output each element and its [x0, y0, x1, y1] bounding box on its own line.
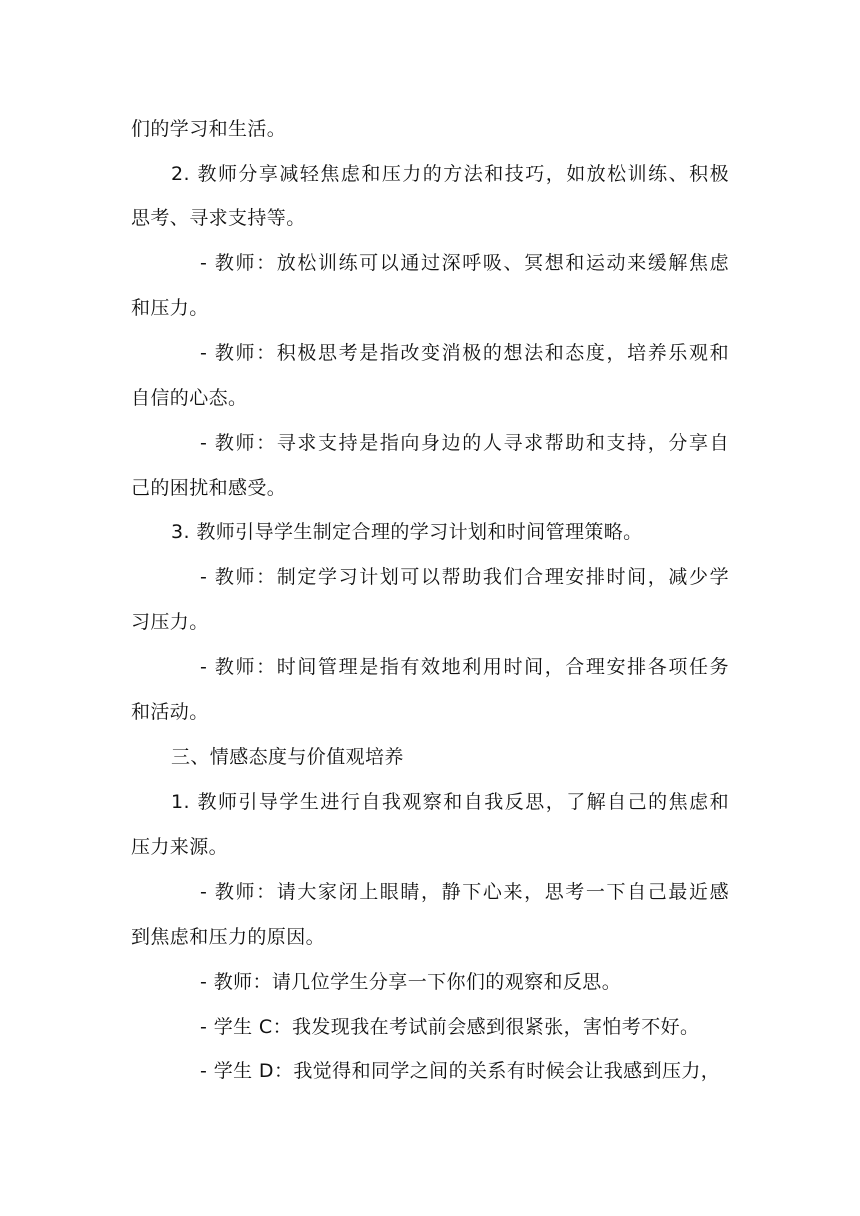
text-line: - 教师：请几位学生分享一下你们的观察和反思。	[200, 971, 622, 993]
text-line: 压力来源。	[131, 836, 229, 858]
section-heading: 三、情感态度与价值观培养	[171, 746, 404, 768]
text-line: - 教师：制定学习计划可以帮助我们合理安排时间，减少学	[200, 566, 729, 588]
text-line: - 学生 C：我发现我在考试前会感到很紧张，害怕考不好。	[200, 1016, 700, 1038]
text-line: 自信的心态。	[131, 387, 248, 409]
text-line: - 教师：积极思考是指改变消极的想法和态度，培养乐观和	[200, 342, 729, 364]
text-line: 思考、寻求支持等。	[131, 207, 306, 229]
text-line: 己的困扰和感受。	[131, 477, 287, 499]
text-line: - 教师：请大家闭上眼睛，静下心来，思考一下自己最近感	[200, 881, 729, 903]
text-line: 和活动。	[131, 701, 209, 723]
text-line: 们的学习和生活。	[131, 118, 287, 140]
text-line: 习压力。	[131, 611, 209, 633]
text-line: - 教师：放松训练可以通过深呼吸、冥想和运动来缓解焦虑	[200, 252, 729, 274]
text-line: 到焦虑和压力的原因。	[131, 926, 326, 948]
text-line: 和压力。	[131, 297, 209, 319]
text-line: 3. 教师引导学生制定合理的学习计划和时间管理策略。	[171, 521, 643, 543]
text-line: 1. 教师引导学生进行自我观察和自我反思，了解自己的焦虑和	[171, 791, 729, 813]
text-line: - 教师：寻求支持是指向身边的人寻求帮助和支持，分享自	[200, 432, 729, 454]
text-line: 2. 教师分享减轻焦虑和压力的方法和技巧，如放松训练、积极	[171, 163, 729, 185]
text-line: - 学生 D：我觉得和同学之间的关系有时候会让我感到压力，	[200, 1060, 721, 1082]
text-line: - 教师：时间管理是指有效地利用时间，合理安排各项任务	[200, 656, 729, 678]
